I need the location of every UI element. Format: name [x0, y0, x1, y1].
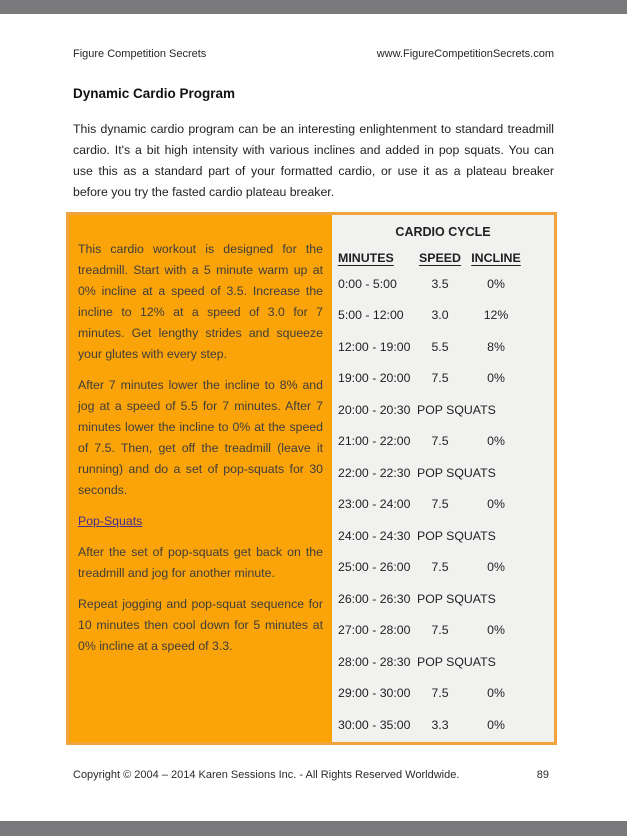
cardio-program-box [66, 212, 557, 745]
workout-paragraph-4: Repeat jogging and pop-squat sequence for 10 minutes then cool down for 5 minutes at 0% incline at a speed of 3.3. [78, 597, 323, 653]
cell-incline: 12% [483, 308, 509, 323]
cardio-cycle-table [332, 215, 554, 742]
table-row [332, 268, 554, 300]
page-number: 89 [536, 769, 549, 781]
table-row [332, 489, 554, 521]
table-body [332, 268, 554, 741]
cell-incline: 0% [487, 686, 505, 701]
table-row [332, 394, 554, 426]
cell-minutes: 28:00 - 28:30 [338, 654, 411, 669]
column-header-incline: INCLINE [471, 251, 521, 265]
table-row [332, 552, 554, 584]
cell-activity: POP SQUATS [417, 465, 496, 480]
cell-incline: 8% [487, 339, 505, 354]
cell-minutes: 22:00 - 22:30 [338, 465, 411, 480]
cell-incline: 0% [487, 276, 505, 291]
cell-incline: 0% [487, 497, 505, 512]
cell-speed: 5.5 [431, 339, 449, 354]
cell-minutes: 29:00 - 30:00 [338, 686, 411, 701]
cell-activity: POP SQUATS [417, 591, 496, 606]
cell-minutes: 23:00 - 24:00 [338, 497, 411, 512]
workout-paragraph-1: This cardio workout is designed for the treadmill. Start with a 5 minute warm up at 0% incline at a speed of 3.5. Increase the incline to 12% at a speed of 3.0 for 7 minutes. Get lengthy strides and squeeze your glutes with every step. [78, 242, 323, 361]
table-row [332, 520, 554, 552]
table-row [332, 331, 554, 363]
bottom-border-bar [0, 821, 627, 836]
table-row [332, 426, 554, 458]
table-row [332, 646, 554, 678]
cell-speed: 7.5 [431, 434, 449, 449]
cell-minutes: 5:00 - 12:00 [338, 308, 404, 323]
cell-incline: 0% [487, 371, 505, 386]
workout-paragraph-3: After the set of pop-squats get back on the treadmill and jog for another minute. [78, 545, 323, 580]
column-header-speed: SPEED [418, 251, 461, 265]
cell-activity: POP SQUATS [417, 528, 496, 543]
cell-minutes: 30:00 - 35:00 [338, 717, 411, 732]
cell-speed: 7.5 [431, 371, 449, 386]
cell-minutes: 0:00 - 5:00 [338, 276, 397, 291]
cell-speed: 3.3 [431, 717, 449, 732]
cell-speed: 7.5 [431, 560, 449, 575]
column-header-minutes: MINUTES [338, 251, 394, 265]
table-row [332, 457, 554, 489]
cell-minutes: 12:00 - 19:00 [338, 339, 411, 354]
cell-incline: 0% [487, 717, 505, 732]
intro-paragraph: This dynamic cardio program can be an interesting enlightenment to standard treadmill cardio. It's a bit high intensity with various inclines and added in pop squats. You can use this as a standard part of your formatted cardio, or use it as a plateau breaker before you try the fasted cardio plateau breaker. [73, 122, 554, 199]
cell-minutes: 25:00 - 26:00 [338, 560, 411, 575]
cell-speed: 3.5 [431, 276, 449, 291]
table-row [332, 615, 554, 647]
table-header-row [332, 248, 554, 268]
cell-incline: 0% [487, 560, 505, 575]
cell-speed: 7.5 [431, 497, 449, 512]
table-row [332, 678, 554, 710]
header-right-url: www.FigureCompetitionSecrets.com [376, 48, 554, 60]
workout-paragraph-2: After 7 minutes lower the incline to 8% and jog at a speed of 5.5 for 7 minutes. After 7 minutes lower the incline to 0% at the speed of 7.5. Then, get off the treadmill (leave it running) and do a set of pop-squats for 30 seconds. [78, 378, 323, 497]
cell-activity: POP SQUATS [417, 402, 496, 417]
cell-speed: 3.0 [431, 308, 449, 323]
cell-minutes: 27:00 - 28:00 [338, 623, 411, 638]
table-row [332, 709, 554, 741]
cell-incline: 0% [487, 623, 505, 638]
cell-minutes: 19:00 - 20:00 [338, 371, 411, 386]
page-title: Dynamic Cardio Program [73, 86, 236, 101]
cell-minutes: 24:00 - 24:30 [338, 528, 411, 543]
header-left-text: Figure Competition Secrets [73, 48, 207, 60]
cell-minutes: 26:00 - 26:30 [338, 591, 411, 606]
page-header [73, 48, 554, 60]
workout-instructions-panel [69, 215, 332, 742]
copyright-text: Copyright © 2004 – 2014 Karen Sessions Inc. - All Rights Reserved Worldwide. [73, 769, 460, 781]
cell-speed: 7.5 [431, 686, 449, 701]
cell-incline: 0% [487, 434, 505, 449]
top-border-bar [0, 0, 627, 14]
table-row [332, 583, 554, 615]
table-title: CARDIO CYCLE [395, 225, 491, 239]
cell-activity: POP SQUATS [417, 654, 496, 669]
pop-squats-link[interactable]: Pop-Squats [78, 514, 143, 528]
page-footer [73, 769, 549, 781]
cell-speed: 7.5 [431, 623, 449, 638]
cell-minutes: 20:00 - 20:30 [338, 402, 411, 417]
cell-minutes: 21:00 - 22:00 [338, 434, 411, 449]
table-row [332, 300, 554, 332]
table-row [332, 363, 554, 395]
